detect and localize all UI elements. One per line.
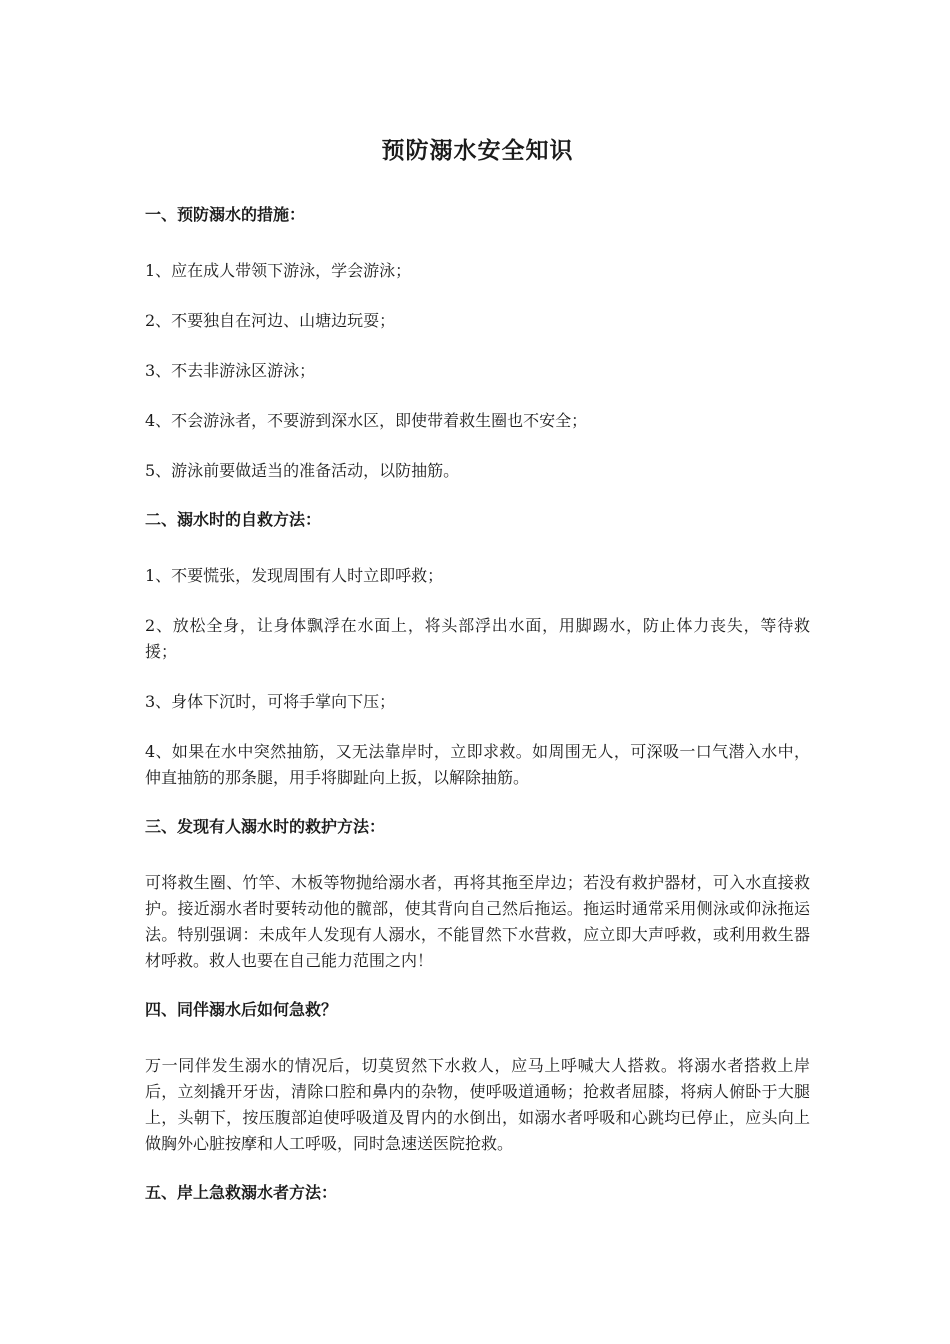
document-title: 预防溺水安全知识 [381, 137, 574, 164]
section-shore-first-aid [145, 1181, 810, 1205]
section-heading: 二、溺水时的自救方法： [145, 510, 322, 529]
section-heading: 三、发现有人溺水时的救护方法： [145, 817, 386, 836]
paragraph: 4、不会游泳者，不要游到深水区，即使带着救生圈也不安全； [145, 411, 588, 430]
paragraph: 5、游泳前要做适当的准备活动，以防抽筋。 [145, 461, 460, 480]
paragraph: 2、放松全身，让身体飘浮在水面上，将头部浮出水面，用脚踢水，防止体力丧失，等待救援； [145, 616, 810, 661]
paragraph: 万一同伴发生溺水的情况后，切莫贸然下水救人，应马上呼喊大人搭救。将溺水者搭救上岸后，立刻撬开牙齿，清除口腔和鼻内的杂物，使呼吸道通畅；抢救者屈膝，将病人俯卧于大腿上，头朝下，按压腹部迫使呼吸道及胃内的水倒出，如溺水者呼吸和心跳均已停止，应头向上做胸外心脏按摩和人工呼吸，同时急速送医院抢救。 [145, 1056, 810, 1153]
section-self-rescue [145, 508, 810, 791]
paragraph: 1、不要慌张，发现周围有人时立即呼救； [145, 566, 444, 585]
paragraph: 3、不去非游泳区游泳； [145, 361, 316, 380]
section-rescue-others [145, 815, 810, 974]
section-heading: 五、岸上急救溺水者方法： [145, 1183, 338, 1202]
paragraph: 3、身体下沉时，可将手掌向下压； [145, 692, 396, 711]
section-heading: 四、同伴溺水后如何急救？ [145, 1000, 338, 1019]
paragraph: 2、不要独自在河边、山塘边玩耍； [145, 311, 396, 330]
section-companion-first-aid [145, 998, 810, 1157]
paragraph: 可将救生圈、竹竿、木板等物抛给溺水者，再将其拖至岸边；若没有救护器材，可入水直接救护。接近溺水者时要转动他的髋部，使其背向自己然后拖运。拖运时通常采用侧泳或仰泳拖运法。特别强调：未成年人发现有人溺水，不能冒然下水营救，应立即大声呼救，或利用救生器材呼救。救人也要在自己能力范围之内！ [145, 873, 810, 970]
paragraph: 4、如果在水中突然抽筋，又无法靠岸时，立即求救。如周围无人，可深吸一口气潜入水中，伸直抽筋的那条腿，用手将脚趾向上扳，以解除抽筋。 [145, 742, 810, 787]
section-heading: 一、预防溺水的措施： [145, 205, 306, 224]
section-prevention [145, 203, 810, 484]
paragraph: 1、应在成人带领下游泳，学会游泳； [145, 261, 412, 280]
